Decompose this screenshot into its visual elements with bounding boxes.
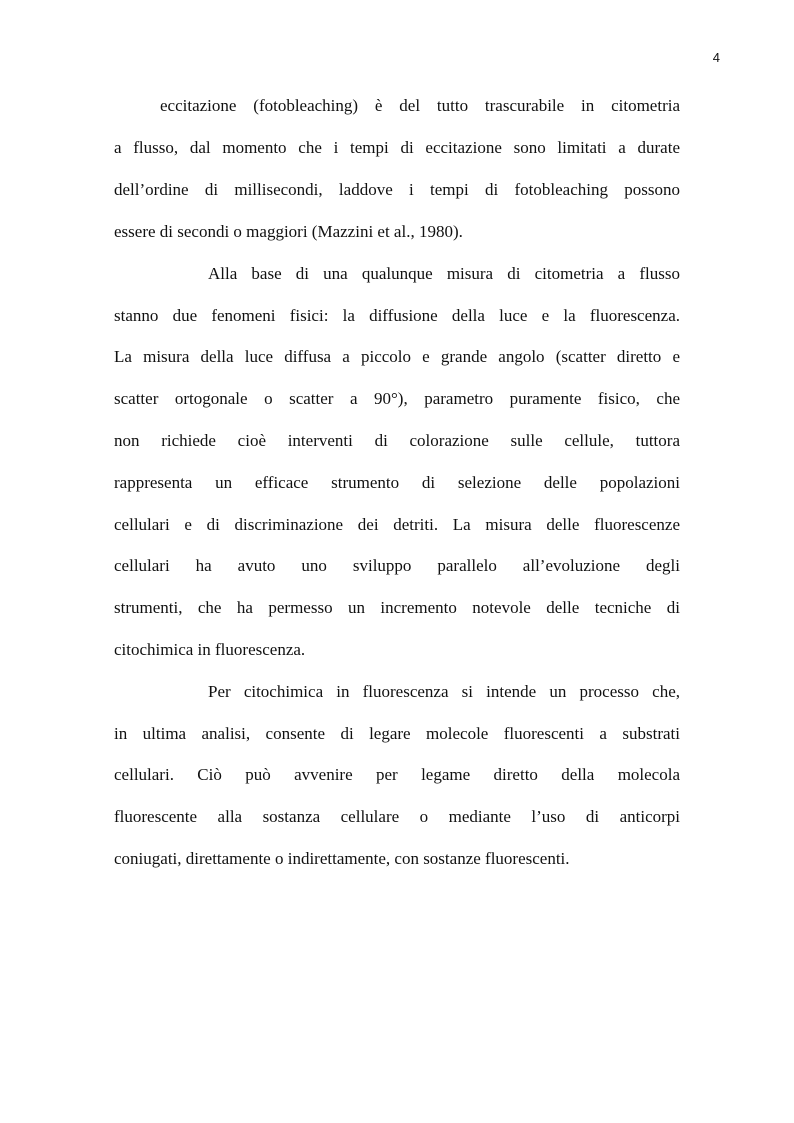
- paragraph-line: Per citochimica in fluorescenza si intende un processo che,: [208, 682, 680, 701]
- paragraph-line: citochimica in fluorescenza.: [114, 640, 306, 659]
- paragraph-line: cellulari ha avuto uno sviluppo parallelo all’evoluzione degli: [114, 556, 680, 575]
- paragraph-line: non richiede cioè interventi di colorazione sulle cellule, tuttora: [114, 431, 680, 450]
- paragraph-line: eccitazione (fotobleaching) è del tutto trascurabile in citometria: [160, 96, 680, 115]
- paragraph-line: scatter ortogonale o scatter a 90°), parametro puramente fisico, che: [114, 389, 680, 408]
- paragraph-line: strumenti, che ha permesso un incremento notevole delle tecniche di: [114, 598, 680, 617]
- paragraph-line: La misura della luce diffusa a piccolo e grande angolo (scatter diretto e: [114, 347, 680, 366]
- paragraph-line: a flusso, dal momento che i tempi di eccitazione sono limitati a durate: [114, 138, 680, 157]
- paragraph-line: cellulari. Ciò può avvenire per legame diretto della molecola: [114, 765, 680, 784]
- paragraph-line: essere di secondi o maggiori (Mazzini et al., 1980).: [114, 222, 463, 241]
- paragraph-line: in ultima analisi, consente di legare molecole fluorescenti a substrati: [114, 724, 680, 743]
- paragraph-line: rappresenta un efficace strumento di selezione delle popolazioni: [114, 473, 680, 492]
- paragraph-line: fluorescente alla sostanza cellulare o mediante l’uso di anticorpi: [114, 807, 680, 826]
- paragraph-line: cellulari e di discriminazione dei detriti. La misura delle fluorescenze: [114, 515, 680, 534]
- page-number: 4: [712, 50, 720, 65]
- paragraph-line: coniugati, direttamente o indirettamente, con sostanze fluorescenti.: [114, 849, 570, 868]
- paragraph-line: Alla base di una qualunque misura di citometria a flusso: [208, 264, 680, 283]
- paragraph-line: stanno due fenomeni fisici: la diffusione della luce e la fluorescenza.: [114, 306, 680, 325]
- paragraph-line: dell’ordine di millisecondi, laddove i tempi di fotobleaching possono: [114, 180, 680, 199]
